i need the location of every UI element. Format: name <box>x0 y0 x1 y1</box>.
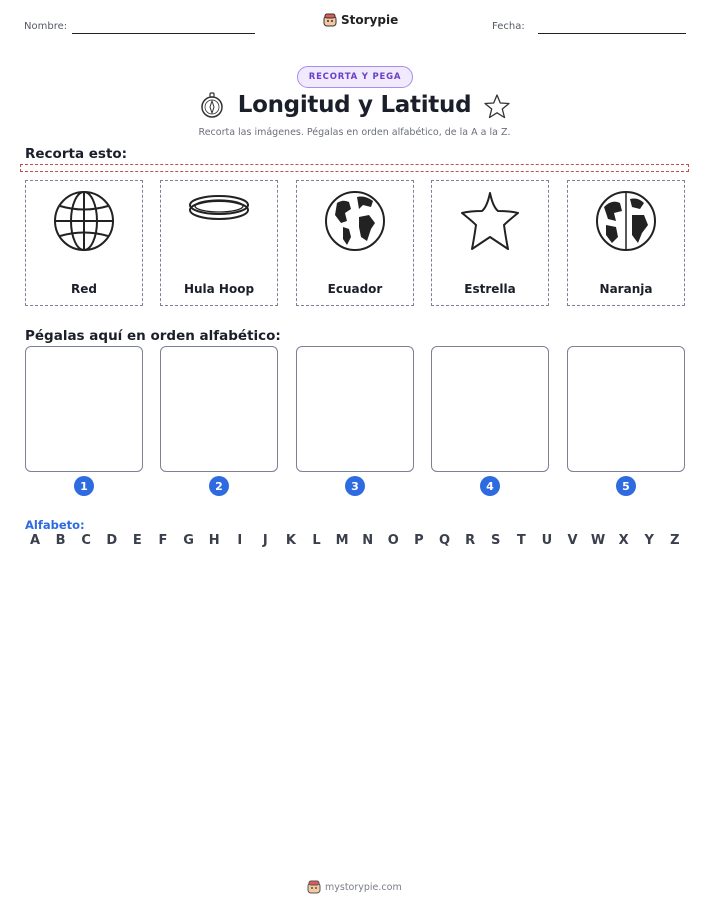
card-label: Estrella <box>464 282 516 296</box>
hula-hoop-icon <box>187 189 251 233</box>
storypie-mascot-icon <box>323 13 337 27</box>
slot-number-5: 5 <box>616 476 636 496</box>
slot-number-1: 1 <box>74 476 94 496</box>
cut-card-hula-hoop[interactable] <box>160 180 278 306</box>
card-label: Hula Hoop <box>183 282 255 296</box>
cut-card-red[interactable] <box>25 180 143 306</box>
alphabet-letter: H <box>208 533 220 548</box>
footer-site: mystorypie.com <box>325 881 402 893</box>
date-label: Fecha: <box>492 21 525 32</box>
slot-number-2: 2 <box>209 476 229 496</box>
alphabet-letter: X <box>618 533 629 548</box>
cut-card-ecuador[interactable] <box>296 180 414 306</box>
alphabet-row <box>25 533 685 548</box>
alphabet-letter: W <box>590 533 606 548</box>
alphabet-letter: A <box>29 533 41 548</box>
alphabet-letter: O <box>387 533 399 548</box>
alphabet-letter: C <box>81 533 91 548</box>
alphabet-letter: R <box>465 533 476 548</box>
cut-line <box>20 164 689 172</box>
paste-slot-4[interactable] <box>431 346 549 472</box>
brand-name: Storypie <box>341 13 399 27</box>
card-label: Naranja <box>599 282 653 296</box>
alphabet-letter: K <box>285 533 296 548</box>
paste-slot-2[interactable] <box>160 346 278 472</box>
alphabet-letter: D <box>106 533 118 548</box>
storypie-mascot-icon <box>307 880 321 894</box>
alphabet-letter: Y <box>644 533 654 548</box>
paste-slot-3[interactable] <box>296 346 414 472</box>
alphabet-letter: J <box>262 533 268 548</box>
date-line <box>538 33 686 34</box>
alphabet-letter: M <box>335 533 349 548</box>
cut-card-naranja[interactable] <box>567 180 685 306</box>
paste-section-title: Pégalas aquí en orden alfabético: <box>25 328 281 344</box>
earth-globe-icon <box>323 189 387 253</box>
name-line <box>72 33 255 34</box>
alphabet-letter: E <box>132 533 142 548</box>
paste-slot-1[interactable] <box>25 346 143 472</box>
paste-slot-5[interactable] <box>567 346 685 472</box>
instructions: Recorta las imágenes. Pégalas en orden alfabético, de la A a la Z. <box>198 127 511 138</box>
alphabet-letter: F <box>158 533 168 548</box>
alphabet-title: Alfabeto: <box>25 518 85 532</box>
slot-number-4: 4 <box>480 476 500 496</box>
name-label: Nombre: <box>24 21 68 32</box>
brand-logo <box>323 13 398 27</box>
orange-globe-icon <box>594 189 658 253</box>
alphabet-letter: P <box>414 533 424 548</box>
star-outline-icon <box>483 93 511 119</box>
alphabet-letter: I <box>237 533 243 548</box>
globe-grid-icon <box>52 189 116 253</box>
page-title: Longitud y Latitud <box>237 92 472 118</box>
alphabet-letter: T <box>516 533 526 548</box>
alphabet-letter: V <box>567 533 578 548</box>
card-label: Red <box>71 282 97 296</box>
alphabet-letter: Q <box>438 533 451 548</box>
activity-badge: RECORTA Y PEGA <box>297 66 413 88</box>
star-icon <box>458 189 522 253</box>
alphabet-letter: L <box>312 533 321 548</box>
alphabet-letter: S <box>491 533 501 548</box>
alphabet-letter: U <box>541 533 553 548</box>
footer <box>307 880 402 894</box>
cut-section-title: Recorta esto: <box>25 146 128 162</box>
slot-number-3: 3 <box>345 476 365 496</box>
card-label: Ecuador <box>327 282 383 296</box>
alphabet-letter: G <box>183 533 194 548</box>
alphabet-letter: N <box>362 533 374 548</box>
cut-card-estrella[interactable] <box>431 180 549 306</box>
alphabet-letter: Z <box>670 533 680 548</box>
alphabet-letter: B <box>55 533 66 548</box>
